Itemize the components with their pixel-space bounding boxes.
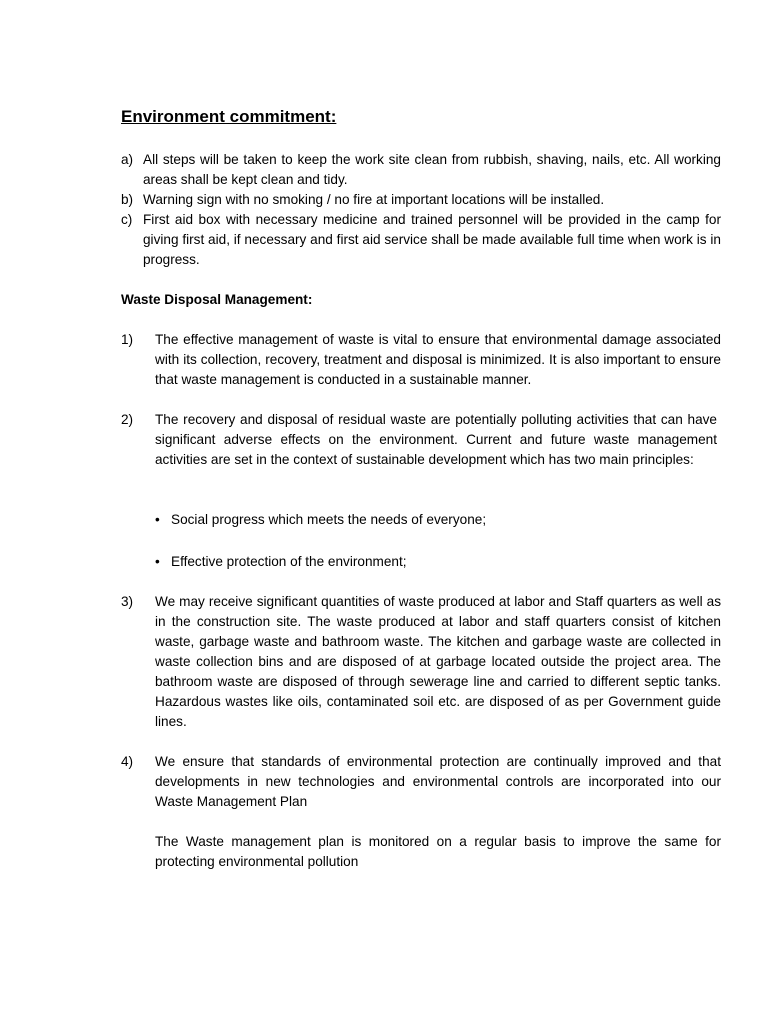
principle-item-1: Social progress which meets the needs of everyone; — [171, 512, 487, 527]
commitment-marker-a: a) — [121, 152, 134, 167]
waste-item-2: The recovery and disposal of residual waste are potentially polluting activities that can have significant adverse effects on the environment. Current and future waste management activities are set in the context of sustainable development which has two main principles: — [155, 412, 717, 467]
waste-item-1: The effective management of waste is vital to ensure that environmental damage associated with its collection, recovery, treatment and disposal is minimized. It is also important to ensure that waste management is conducted in a sustainable manner. — [155, 332, 721, 387]
bullet-icon: • — [155, 554, 160, 569]
bullet-icon: • — [155, 512, 160, 527]
commitment-marker-c: c) — [121, 212, 133, 227]
waste-item-4: We ensure that standards of environmental protection are continually improved and that developments in new technologies and environmental controls are incorporated into our Waste Management Plan — [155, 754, 721, 809]
principle-item-2: Effective protection of the environment; — [171, 554, 407, 569]
waste-item-marker-4: 4) — [121, 754, 134, 769]
commitment-item-b: Warning sign with no smoking / no fire at important locations will be installed. — [143, 192, 605, 207]
commitment-marker-b: b) — [121, 192, 134, 207]
closing-paragraph: The Waste management plan is monitored on a regular basis to improve the same for protecting environmental pollution — [155, 834, 721, 869]
page-title: Environment commitment: — [121, 107, 337, 126]
commitment-item-c: First aid box with necessary medicine and trained personnel will be provided in the camp for giving first aid, if necessary and first aid service shall be made available full time when work is in progress. — [143, 212, 721, 267]
waste-disposal-heading: Waste Disposal Management: — [121, 292, 313, 307]
waste-item-marker-2: 2) — [121, 412, 134, 427]
waste-item-marker-3: 3) — [121, 594, 134, 609]
waste-item-marker-1: 1) — [121, 332, 134, 347]
commitment-item-a: All steps will be taken to keep the work site clean from rubbish, shaving, nails, etc. All working areas shall be kept clean and tidy. — [143, 152, 721, 187]
waste-item-3: We may receive significant quantities of waste produced at labor and Staff quarters as well as in the construction site. The waste produced at labor and staff quarters consist of kitchen waste, garbage waste and bathroom waste. The kitchen and garbage waste are collected in waste collection bins and are disposed of at garbage located outside the project area. The bathroom waste are disposed of through sewerage line and carried to different septic tanks. Hazardous wastes like oils, contaminated soil etc. are disposed of as per Government guide lines. — [155, 594, 721, 729]
